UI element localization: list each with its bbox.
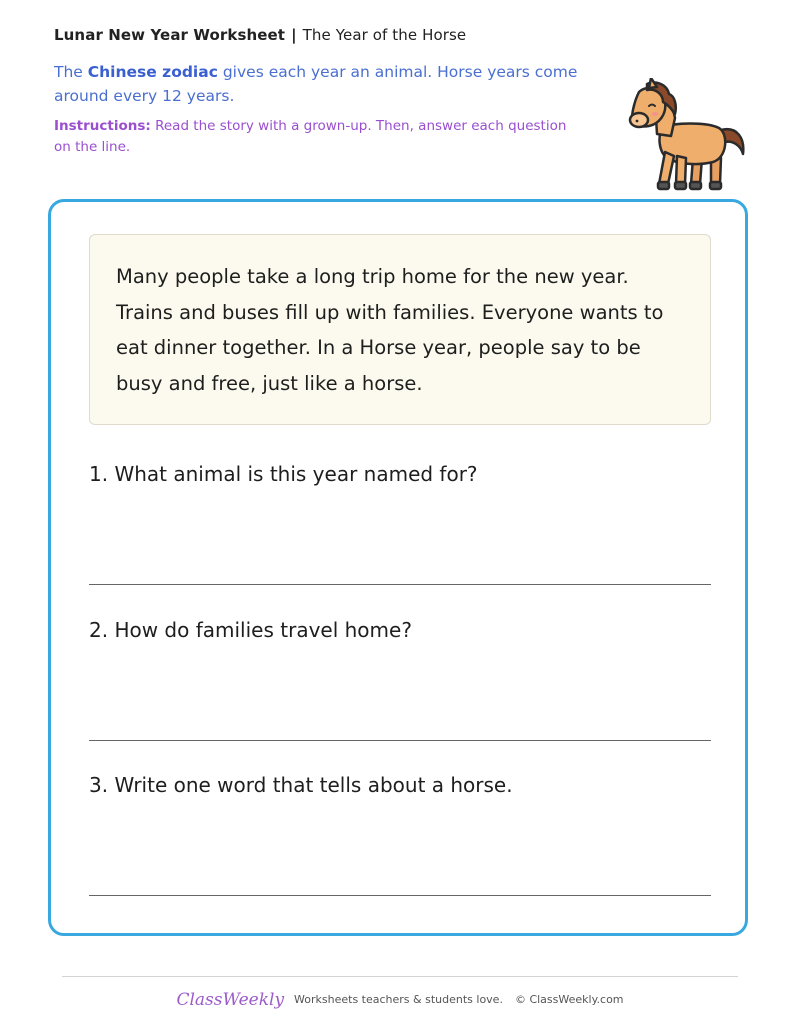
instructions-text: Read the story with a grown-up. Then, answer each question on the line. (54, 118, 567, 155)
instructions (54, 116, 584, 158)
worksheet-title: Lunar New Year Worksheet (54, 26, 286, 44)
footer (0, 990, 800, 1010)
intro-paragraph (54, 60, 594, 108)
story-box (89, 234, 711, 425)
worksheet-header (54, 26, 466, 44)
answer-line-1[interactable] (89, 584, 711, 585)
question-2: 2. How do families travel home? (89, 618, 412, 642)
question-3: 3. Write one word that tells about a horse. (89, 773, 513, 797)
intro-rest: gives each year an animal. Horse years come around every 12 years. (54, 63, 578, 105)
horse-icon (625, 78, 751, 198)
instructions-label: Instructions: (54, 118, 151, 134)
brand-logo: ClassWeekly (176, 990, 285, 1010)
footer-copyright: © ClassWeekly.com (514, 993, 624, 1006)
answer-line-3[interactable] (89, 895, 711, 896)
intro-prefix: The (54, 63, 88, 81)
footer-divider (62, 976, 738, 977)
story-text: Many people take a long trip home for the new year. Trains and buses fill up with families. Everyone wants to eat dinner together. In a Horse year, people say to be busy and free, just like a horse. (116, 265, 664, 395)
intro-highlight: Chinese zodiac (87, 63, 218, 81)
question-1: 1. What animal is this year named for? (89, 462, 478, 486)
worksheet-subtitle: The Year of the Horse (302, 26, 467, 44)
title-separator: | (291, 26, 297, 44)
footer-tagline: Worksheets teachers & students love. (294, 993, 503, 1006)
answer-line-2[interactable] (89, 740, 711, 741)
